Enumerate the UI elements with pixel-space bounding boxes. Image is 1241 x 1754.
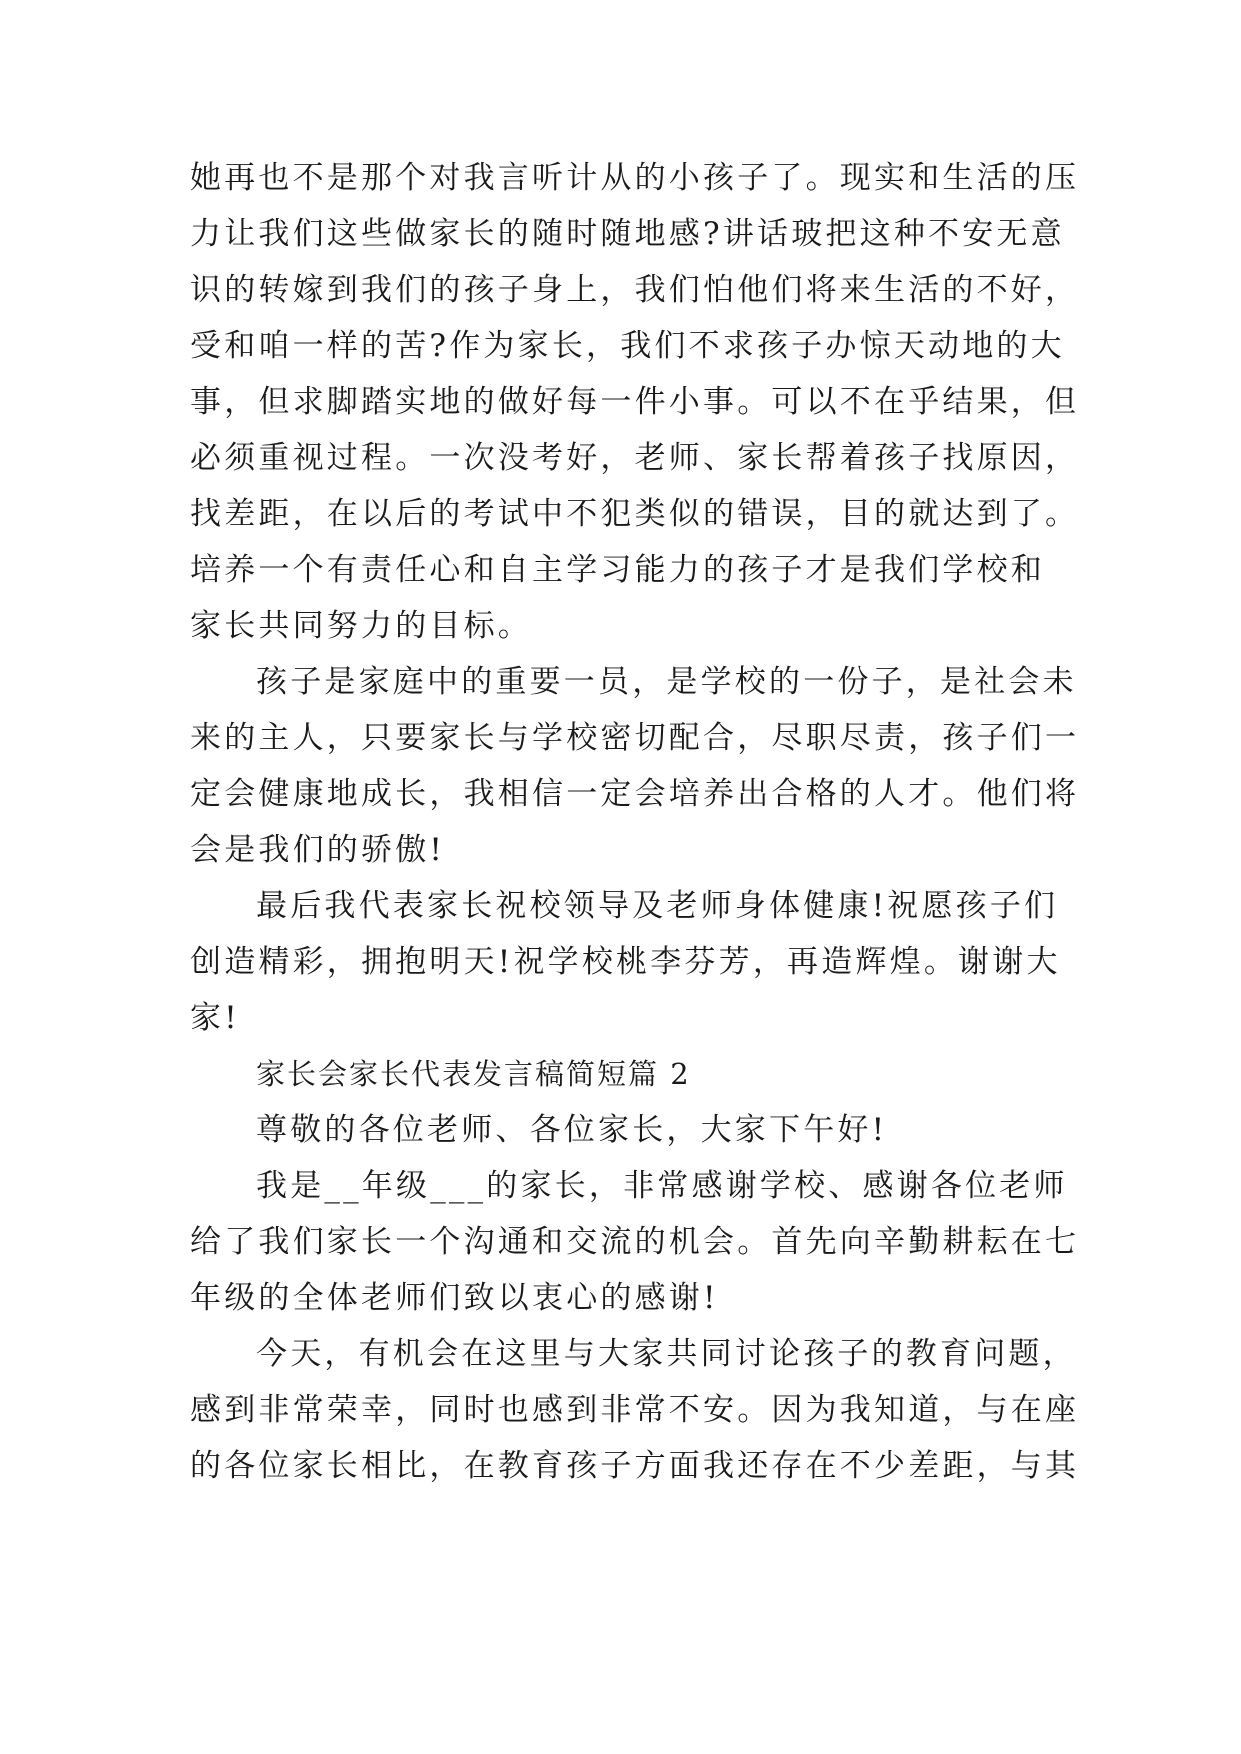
paragraph-line: 培养一个有责任心和自主学习能力的孩子才是我们学校和 bbox=[190, 552, 1045, 588]
paragraph-line: 识的转嫁到我们的孩子身上，我们怕他们将来生活的不好， bbox=[190, 272, 1080, 308]
paragraph-line: 力让我们这些做家长的随时随地感?讲话玻把这种不安无意 bbox=[190, 216, 1065, 252]
paragraph-line: 感到非常荣幸，同时也感到非常不安。因为我知道，与在座 bbox=[190, 1392, 1080, 1428]
paragraph-line: 找差距，在以后的考试中不犯类似的错误，目的就达到了。 bbox=[190, 496, 1080, 532]
paragraph-line: 孩子是家庭中的重要一员，是学校的一份子，是社会未 bbox=[256, 664, 1077, 700]
paragraph-line: 给了我们家长一个沟通和交流的机会。首先向辛勤耕耘在七 bbox=[190, 1224, 1080, 1260]
salutation-line: 尊敬的各位老师、各位家长，大家下午好! bbox=[256, 1112, 888, 1148]
paragraph-line: 家! bbox=[190, 1000, 240, 1036]
paragraph-line: 创造精彩，拥抱明天!祝学校桃李芬芳，再造辉煌。谢谢大 bbox=[190, 944, 1061, 980]
paragraph-line: 受和咱一样的苦?作为家长，我们不求孩子办惊天动地的大 bbox=[190, 328, 1065, 364]
paragraph-line: 来的主人，只要家长与学校密切配合，尽职尽责，孩子们一 bbox=[190, 720, 1080, 756]
paragraph-line: 她再也不是那个对我言听计从的小孩子了。现实和生活的压 bbox=[190, 160, 1080, 196]
paragraph-line: 今天，有机会在这里与大家共同讨论孩子的教育问题， bbox=[256, 1336, 1077, 1372]
paragraph-line: 会是我们的骄傲! bbox=[190, 832, 446, 868]
paragraph-line: 必须重视过程。一次没考好，老师、家长帮着孩子找原因， bbox=[190, 440, 1080, 476]
paragraph-line: 事，但求脚踏实地的做好每一件小事。可以不在乎结果，但 bbox=[190, 384, 1080, 420]
paragraph-line: 年级的全体老师们致以衷心的感谢! bbox=[190, 1280, 719, 1316]
paragraph-line: 的各位家长相比，在教育孩子方面我还存在不少差距，与其 bbox=[190, 1448, 1080, 1484]
paragraph-line: 家长共同努力的目标。 bbox=[190, 608, 532, 644]
section-heading: 家长会家长代表发言稿简短篇 2 bbox=[256, 1057, 691, 1091]
paragraph-line: 定会健康地成长，我相信一定会培养出合格的人才。他们将 bbox=[190, 776, 1080, 812]
paragraph-line: 我是__年级___的家长，非常感谢学校、感谢各位老师 bbox=[256, 1168, 1068, 1204]
paragraph-line: 最后我代表家长祝校领导及老师身体健康!祝愿孩子们 bbox=[256, 888, 1059, 924]
